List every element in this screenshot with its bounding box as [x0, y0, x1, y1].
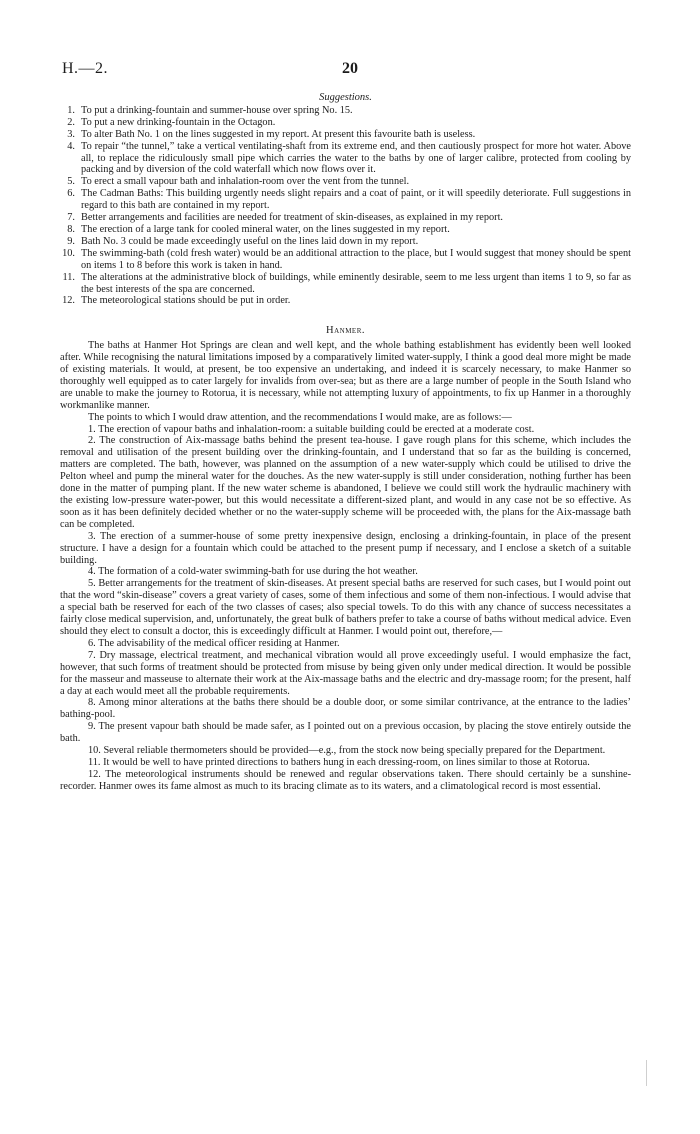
- suggestion-item: [60, 224, 631, 236]
- suggestion-number: 3.: [67, 128, 75, 140]
- hanmer-paragraph: The baths at Hanmer Hot Springs are clean and well kept, and the whole bathing establishment has evidently been well looked after. While recognising the natural limitations imposed by a comparatively limited water-supply, I think a good deal more might be made of existing materials. It would, at present, be too expensive an undertaking, and indeed it is scarcely necessary, to make Hanmer so thoroughly well equipped as to cater largely for invalids from over-sea; but as there are a large number of people in the South Island who are unable to make the journey to Rotorua, it is necessary, while not attempting luxury of appointments, to fix up Hanmer in a thoroughly workmanlike manner.: [60, 340, 631, 411]
- suggestion-number: 12.: [62, 295, 75, 307]
- hanmer-paragraph: 4. The formation of a cold-water swimming-bath for use during the hot weather.: [88, 566, 418, 578]
- suggestion-item: [60, 236, 631, 248]
- suggestion-item: [60, 117, 631, 129]
- suggestion-text: The erection of a large tank for cooled mineral water, on the lines suggested in my report.: [81, 223, 450, 235]
- hanmer-section: [60, 340, 631, 792]
- hanmer-paragraph: 10. Several reliable thermometers should be provided—e.g., from the stock now being specially prepared for the Department.: [88, 745, 606, 757]
- hanmer-paragraph: The points to which I would draw attention, and the recommendations I would make, are as follows:—: [88, 411, 512, 423]
- hanmer-paragraph: 2. The construction of Aix-massage baths behind the present tea-house. I gave rough plans for this scheme, which includes the removal and utilisation of the present building over the drinking-fountain, and I understand that so far as the building is concerned, matters are completed. The bath, however, was planned on the assumption of a new water-supply which could be utilised to drive the Pelton wheel and pump the mineral water for the douches. As the new water-supply is still under consideration, nothing further has been done in the matter of pumping plant. If the new water scheme is abandoned, I believe we could still work the hydraulic machinery with the existing low-pressure water-power, but this would necessitate a different-sized plant, and would in any case not be so effective. As soon as it has been definitely decided whether or no the water-supply scheme will be proceeded with, the plans for the Aix-massage bath can be completed.: [60, 435, 631, 530]
- page-body: [60, 92, 631, 793]
- suggestion-text: To put a new drinking-fountain in the Octagon.: [81, 116, 276, 128]
- suggestion-text: To erect a small vapour bath and inhalation-room over the vent from the tunnel.: [81, 176, 410, 188]
- suggestion-text: To put a drinking-fountain and summer-house over spring No. 15.: [81, 104, 353, 116]
- suggestion-text: To alter Bath No. 1 on the lines suggested in my report. At present this favourite bath is useless.: [81, 128, 476, 140]
- suggestion-number: 10.: [62, 247, 75, 259]
- page-number: 20: [342, 60, 358, 77]
- suggestion-item: [60, 295, 631, 307]
- suggestion-number: 2.: [67, 116, 75, 128]
- suggestion-item: [60, 176, 631, 188]
- hanmer-paragraph: 5. Better arrangements for the treatment of skin-diseases. At present special baths are reserved for such cases, but I would point out that the word “skin-disease” covers a great variety of cases, some of them infectious and some of them non-infectious. I would advise that a special bath be reserved for each of the two classes of cases; also special towels. To do this with any chance of success necessitates a fairly close medical supervision, and, unfortunately, the great bulk of bathers prefer to take a course of baths without medical advice. Even should they elect to consult a doctor, this is exceedingly difficult at Hanmer. I would point out, therefore,—: [60, 578, 631, 637]
- suggestion-text: The alterations at the administrative block of buildings, while eminently desirable, seem to me less urgent than items 1 to 9, so far as the best interests of the spa are concerned.: [81, 271, 631, 295]
- hanmer-paragraph: 6. The advisability of the medical officer residing at Hanmer.: [88, 637, 340, 649]
- suggestion-text: The swimming-bath (cold fresh water) would be an additional attraction to the place, but I would suggest that money should be spent on items 1 to 8 before this work is taken in hand.: [81, 247, 631, 271]
- suggestion-text: Better arrangements and facilities are needed for treatment of skin-diseases, as explained in my report.: [81, 212, 504, 224]
- hanmer-paragraph: 9. The present vapour bath should be made safer, as I pointed out on a previous occasion, by placing the stove entirely outside the bath.: [60, 721, 631, 745]
- suggestion-item: [60, 212, 631, 224]
- suggestion-item: [60, 188, 631, 212]
- suggestions-list: [60, 105, 631, 307]
- hanmer-paragraph: 7. Dry massage, electrical treatment, and mechanical vibration would all prove exceedingly useful. I would emphasize the fact, however, that such forms of treatment should be protected from misuse by being given only under medical direction. It would be possible for the masseur and masseuse to alternate their work at the Aix-massage baths and the electric and dry-massage room; for the present, half a day at each would meet all the probable requirements.: [60, 649, 631, 697]
- margin-mark: [646, 1060, 647, 1086]
- suggestion-text: The Cadman Baths: This building urgently needs slight repairs and a coat of paint, or it will speedily deteriorate. Full suggestions in regard to this bath are contained in my report.: [81, 188, 631, 212]
- suggestion-number: 9.: [67, 235, 75, 247]
- document-reference: H.—2.: [62, 60, 109, 77]
- suggestion-number: 8.: [67, 223, 75, 235]
- suggestion-number: 11.: [62, 271, 75, 283]
- hanmer-paragraph: 1. The erection of vapour baths and inhalation-room: a suitable building could be erected at a moderate cost.: [88, 423, 535, 435]
- suggestion-text: The meteorological stations should be put in order.: [81, 295, 291, 307]
- suggestion-text: Bath No. 3 could be made exceedingly useful on the lines laid down in my report.: [81, 235, 419, 247]
- suggestion-number: 5.: [67, 176, 75, 188]
- hanmer-paragraph: 3. The erection of a summer-house of some pretty inexpensive design, enclosing a drinking-fountain, in place of the present structure. I have a design for a fountain which could be attached to the present pump if necessary, and I enclose a sketch of a suitable building.: [60, 530, 631, 566]
- suggestion-item: [60, 105, 631, 117]
- suggestions-heading: Suggestions.: [319, 92, 372, 103]
- hanmer-paragraph: 12. The meteorological instruments should be renewed and regular observations taken. There should certainly be a sunshine-recorder. Hanmer owes its fame almost as much to its bracing climate as to its waters, and a climatological record is most essential.: [60, 768, 631, 792]
- suggestion-number: 1.: [67, 104, 75, 116]
- suggestion-item: [60, 248, 631, 272]
- hanmer-paragraph: 8. Among minor alterations at the baths there should be a double door, or some similar contrivance, at the entrance to the ladies’ bathing-pool.: [60, 697, 631, 721]
- suggestion-item: [60, 129, 631, 141]
- suggestion-number: 7.: [67, 212, 75, 224]
- suggestion-number: 4.: [67, 140, 75, 152]
- suggestion-item: [60, 141, 631, 177]
- hanmer-heading: Hanmer.: [326, 325, 365, 337]
- suggestion-number: 6.: [67, 188, 75, 200]
- suggestion-item: [60, 272, 631, 296]
- suggestion-text: To repair “the tunnel,” take a vertical ventilating-shaft from its extreme end, and then cautiously prospect for more hot water. Above all, to replace the ridiculously small pipe which carries the water to the baths by one of larger calibre, protected from cooling by packing and by diversion of the cold waterfall which now flows over it.: [81, 140, 631, 176]
- hanmer-paragraph: 11. It would be well to have printed directions to bathers hung in each dressing-room, on lines similar to those at Rotorua.: [88, 756, 590, 768]
